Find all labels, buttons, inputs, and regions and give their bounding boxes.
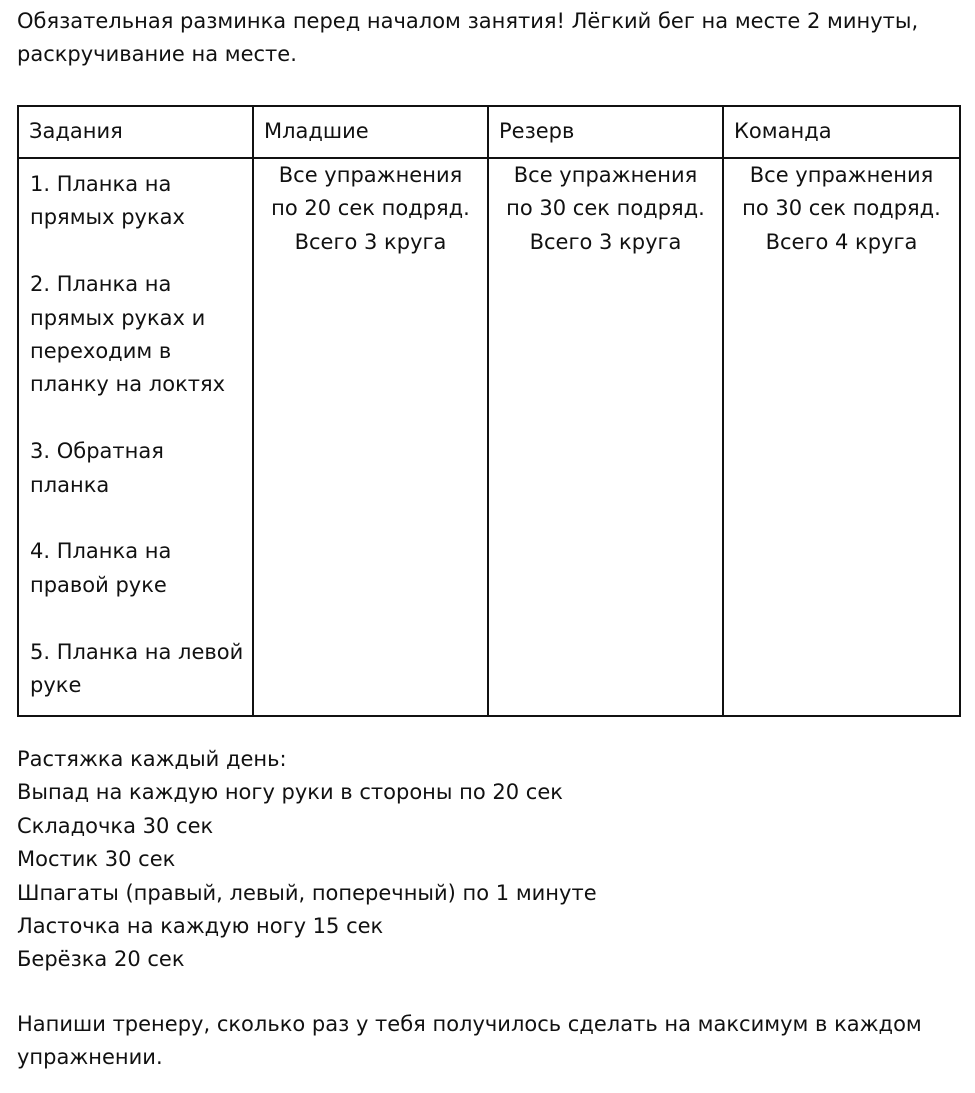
stretching-item: Складочка 30 сек <box>17 813 214 838</box>
header-juniors: Младшие <box>253 106 488 158</box>
stretching-item: Шпагаты (правый, левый, поперечный) по 1 минуте <box>17 880 597 905</box>
team-line: Всего 4 круга <box>765 229 918 254</box>
juniors-line: Всего 3 круга <box>294 229 447 254</box>
team-cell <box>723 158 960 716</box>
reserve-line: по 30 сек подряд. <box>506 196 705 221</box>
header-tasks: Задания <box>18 106 253 158</box>
stretching-section <box>17 743 962 977</box>
stretching-item: Берёзка 20 сек <box>17 947 185 972</box>
team-line: по 30 сек подряд. <box>742 196 941 221</box>
warmup-intro: Обязательная разминка перед началом занятия! Лёгкий бег на месте 2 минуты, раскручивание на месте. <box>17 9 919 67</box>
team-line: Все упражнения <box>749 163 934 187</box>
document <box>17 5 962 1070</box>
table-header-row <box>18 106 960 158</box>
juniors-line: по 20 сек подряд. <box>271 196 470 221</box>
task-item: 5. Планка на левой руке <box>30 639 244 698</box>
table-row <box>18 158 960 716</box>
task-item: 2. Планка на прямых руках и переходим в планку на локтях <box>30 272 226 397</box>
reserve-cell <box>488 158 723 716</box>
training-table <box>17 105 961 717</box>
reserve-line: Всего 3 круга <box>529 229 682 254</box>
juniors-cell <box>253 158 488 716</box>
stretching-item: Ласточка на каждую ногу 15 сек <box>17 914 384 939</box>
stretching-item: Выпад на каждую ногу руки в стороны по 20 сек <box>17 780 563 805</box>
coach-note: Напиши тренеру, сколько раз у тебя получилось сделать на максимум в каждом упражнении. <box>17 1012 922 1070</box>
stretching-item: Мостик 30 сек <box>17 847 176 872</box>
task-item: 3. Обратная планка <box>30 439 164 497</box>
juniors-line: Все упражнения <box>278 163 463 187</box>
reserve-line: Все упражнения <box>513 163 698 187</box>
header-reserve: Резерв <box>488 106 723 158</box>
stretching-title: Растяжка каждый день: <box>17 747 287 771</box>
task-item: 1. Планка на прямых руках <box>30 172 185 230</box>
header-team: Команда <box>723 106 960 158</box>
tasks-cell <box>18 158 253 716</box>
task-item: 4. Планка на правой руке <box>30 539 172 597</box>
